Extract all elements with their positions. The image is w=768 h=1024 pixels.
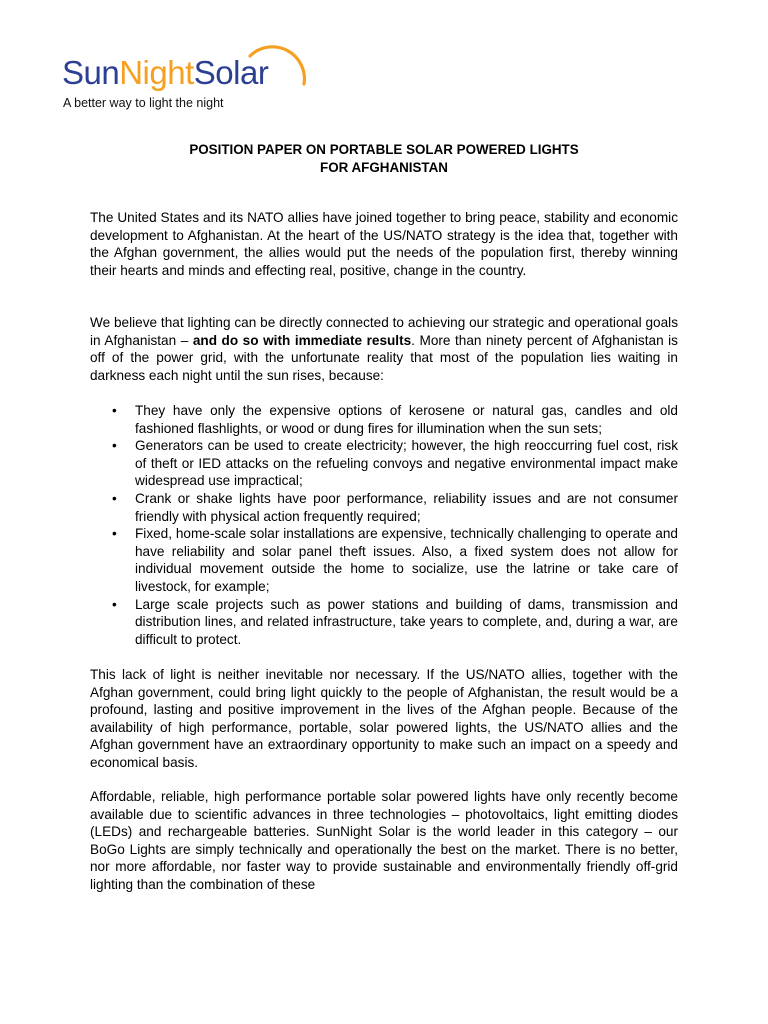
paragraph-intro: The United States and its NATO allies have joined together to bring peace, stability and economic development to Afghanistan. At the heart of the US/NATO strategy is the idea that, together with the Afghan government, the allies would put the needs of the population first, thereby winning their hearts and minds and effecting real, positive, change in the country. [90, 210, 678, 278]
list-item [90, 402, 678, 437]
list-item-text: Generators can be used to create electricity; however, the high reoccurring fuel cost, risk of theft or IED attacks on the refueling convoys and negative environmental impact make widespread use impractical; [135, 438, 678, 489]
list-item-text: They have only the expensive options of kerosene or natural gas, candles and old fashioned flashlights, or wood or dung fires for illumination when the sun sets; [135, 403, 678, 436]
list-item [90, 596, 678, 649]
list-item-text: Crank or shake lights have poor performance, reliability issues and are not consumer friendly with physical action frequently required; [135, 490, 678, 524]
bullet-icon: • [112, 526, 117, 542]
bullet-icon: • [112, 490, 117, 506]
paragraph-lighting-goals-end: . More than ninety percent of Afghanistan is off of the power grid, with the unfortunate reality that most of the population lies waiting in darkness each night until the sun rises, because: [90, 332, 678, 383]
list-item [90, 490, 678, 525]
reasons-list [90, 402, 678, 648]
bullet-icon: • [112, 403, 117, 418]
logo-word-night: Night [119, 54, 194, 91]
logo-word-solar: Solar [193, 54, 269, 91]
list-item [90, 437, 678, 490]
logo-wordmark [62, 54, 268, 92]
paragraph-affordable-lights: Affordable, reliable, high performance portable solar powered lights have only recently become available due to scientific advances in three technologies – photovoltaics, light emitting diodes (LEDs) and rechargeable batteries. SunNight Solar is the world leader in this category – our BoGo Lights are simply technically and operationally the best on the market. There is no better, nor more affordable, nor faster way to provide sustainable and environmentally friendly off-grid lighting than the combination of these [90, 789, 678, 892]
logo-word-sun: Sun [62, 54, 120, 91]
document-title-line-1: POSITION PAPER ON PORTABLE SOLAR POWERED LIGHTS [189, 142, 579, 157]
company-logo [62, 40, 322, 120]
paragraph-lack-of-light: This lack of light is neither inevitable nor necessary. If the US/NATO allies, together with the Afghan government, could bring light quickly to the people of Afghanistan, the result would be a profound, lasting and positive improvement in the lives of the Afghan people. Because of the availability of high performance, portable, solar powered lights, the US/NATO allies and the Afghan government have an extraordinary opportunity to make such an impact on a speedy and economical basis. [90, 667, 678, 770]
paragraph-lighting-goals [90, 314, 678, 384]
logo-tagline: A better way to light the night [63, 96, 224, 110]
bullet-icon: • [112, 596, 117, 612]
list-item [90, 525, 678, 595]
paragraph-lighting-goals-start: We believe that lighting can be directly connected to achieving our strategic and operational goals in Afghanistan – [90, 315, 678, 348]
list-item-text: Large scale projects such as power stations and building of dams, transmission and distribution lines, and related infrastructure, take years to complete, and, during a war, are difficult to protect. [135, 596, 678, 647]
sun-arc-icon [242, 40, 312, 100]
bullet-icon: • [112, 438, 117, 454]
list-item-text: Fixed, home-scale solar installations are expensive, technically challenging to operate and have reliability and solar panel theft issues. Also, a fixed system does not allow for individual movement outside the home to socialize, use the latrine or take care of livestock, for example; [135, 526, 678, 594]
document-title-line-2: FOR AFGHANISTAN [320, 159, 448, 175]
emphasis-immediate-results: and do so with immediate results [192, 332, 412, 348]
